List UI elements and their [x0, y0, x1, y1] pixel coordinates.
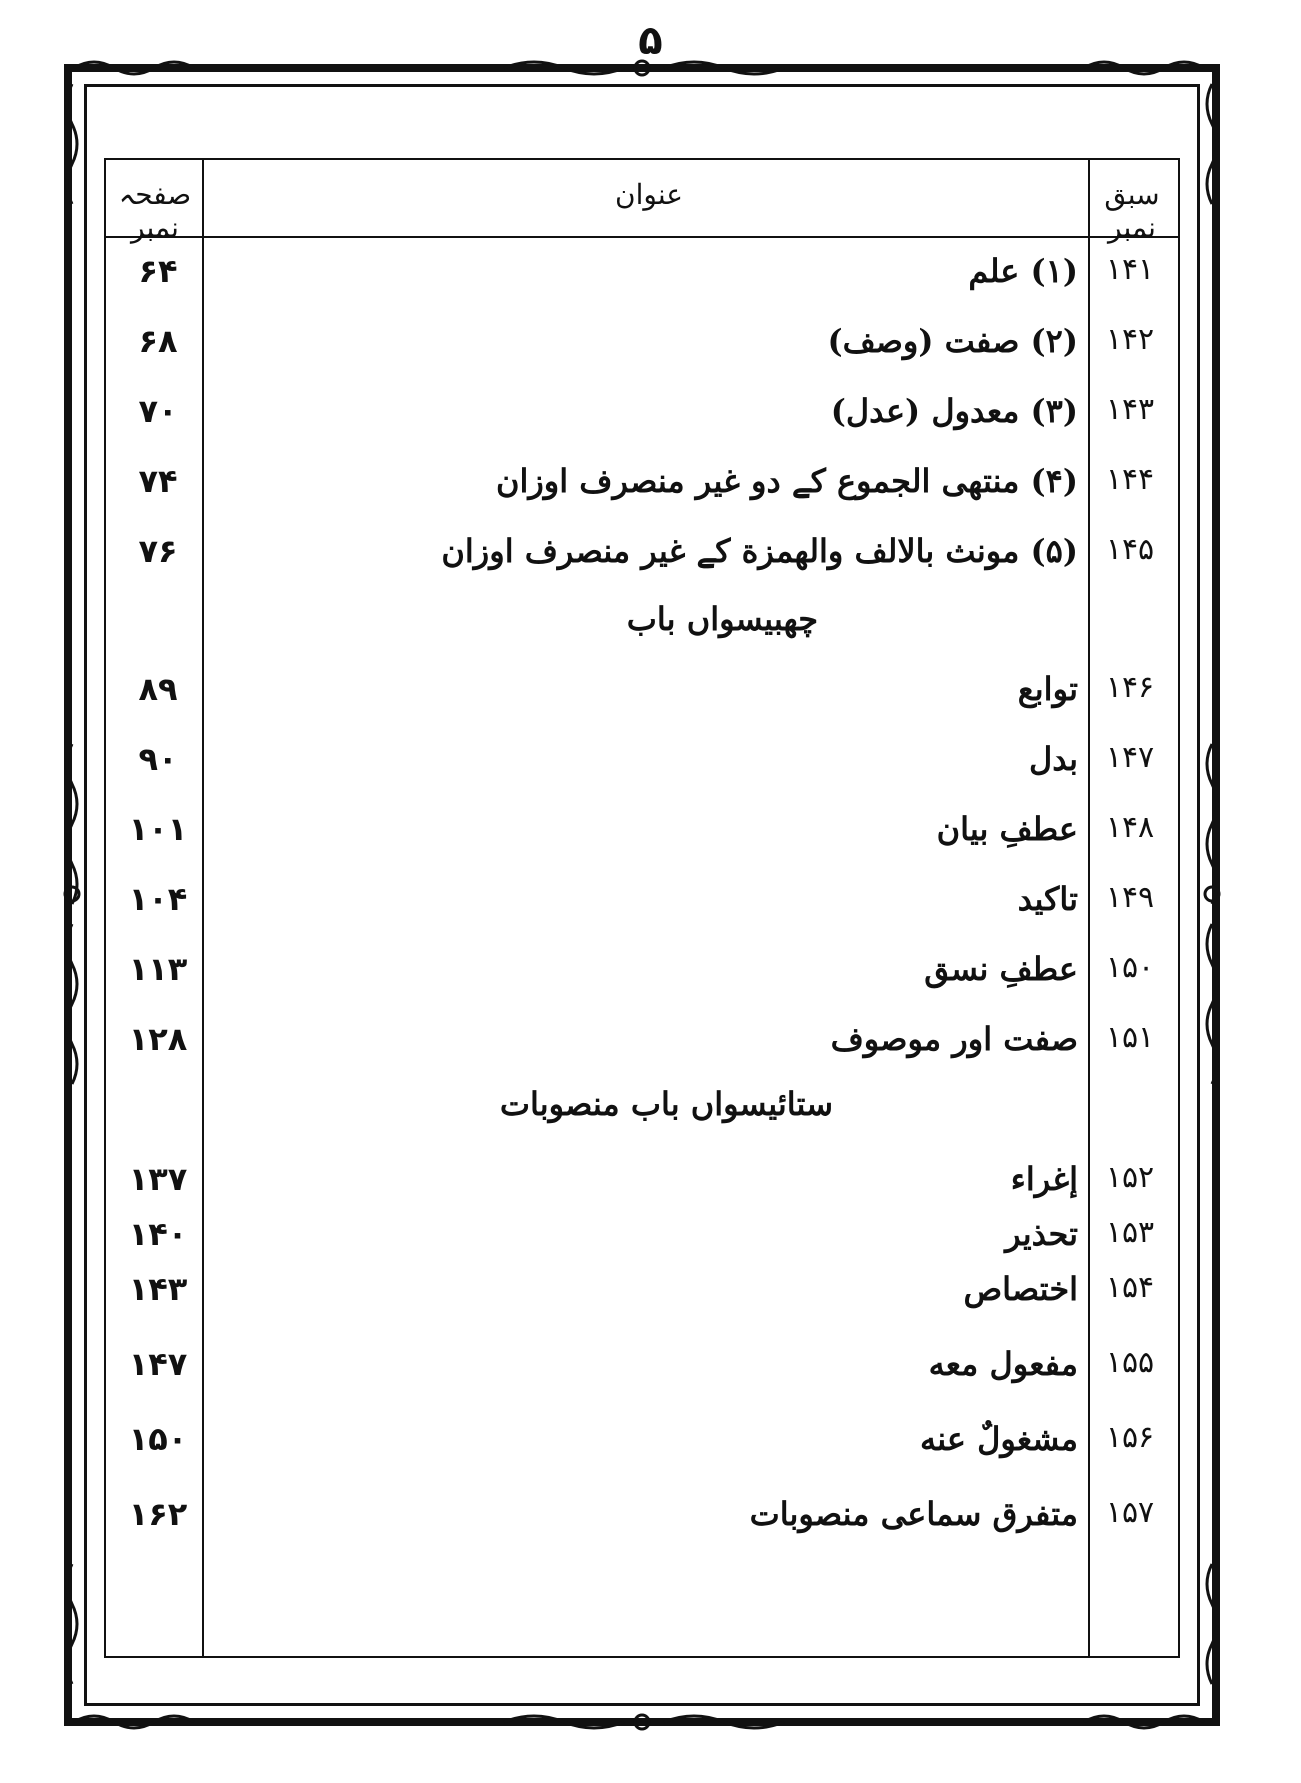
table-row	[106, 1270, 1178, 1330]
lesson-title: (۵) مونث بالالف والهمزة کے غیر منصرف اوزان	[441, 532, 1078, 570]
page-ref: ۱۳۷	[128, 1160, 188, 1198]
lesson-title: عطفِ بیان	[936, 810, 1078, 848]
table-row	[106, 810, 1178, 870]
table-row	[106, 670, 1178, 730]
lesson-number: ۱۵۴	[1105, 1270, 1155, 1305]
table-row	[106, 740, 1178, 800]
lesson-title: (۱) علم	[968, 252, 1078, 290]
page-ref: ۱۰۴	[128, 880, 188, 918]
header-page-no: صفحہ نمبر	[118, 178, 192, 244]
page-ref: ۸۹	[138, 670, 178, 708]
lesson-number: ۱۵۶	[1105, 1420, 1155, 1455]
lesson-title: عطفِ نسق	[924, 950, 1078, 988]
lesson-title: إغراء	[1010, 1160, 1078, 1198]
lesson-title: مفعول معه	[928, 1345, 1078, 1383]
lesson-title: مشغولٌ عنه	[920, 1420, 1078, 1458]
lesson-title: (۳) معدول (عدل)	[830, 392, 1078, 430]
table-row	[106, 880, 1178, 940]
page-ref: ۷۶	[138, 532, 178, 570]
table-row	[106, 1345, 1178, 1405]
lesson-number: ۱۵۲	[1105, 1160, 1155, 1195]
lesson-number: ۱۵۵	[1105, 1345, 1155, 1380]
lesson-number: ۱۴۳	[1105, 392, 1155, 427]
lesson-number: ۱۴۹	[1105, 880, 1155, 915]
lesson-number: ۱۴۵	[1105, 532, 1155, 567]
header-lesson-no: سبق نمبر	[1104, 178, 1160, 244]
lesson-number: ۱۴۱	[1105, 252, 1155, 287]
lesson-title: توابع	[1017, 670, 1078, 708]
table-row	[106, 1495, 1178, 1555]
lesson-title: تاکید	[1017, 880, 1078, 918]
ornament-bottom-icon	[64, 1710, 1220, 1734]
chapter-heading: ستائیسواں باب منصوبات	[499, 1085, 833, 1123]
lesson-title: (۴) منتهی الجموع کے دو غیر منصرف اوزان	[495, 462, 1078, 500]
ornament-right-icon	[1200, 64, 1224, 1726]
page-ref: ۱۰۱	[128, 810, 188, 848]
table-row	[106, 322, 1178, 382]
lesson-number: ۱۵۳	[1105, 1215, 1155, 1250]
page-ref: ۱۲۸	[128, 1020, 188, 1058]
lesson-title: متفرق سماعی منصوبات	[749, 1495, 1078, 1533]
table-row	[106, 1420, 1178, 1480]
lesson-title: (۲) صفت (وصف)	[827, 322, 1078, 360]
lesson-number: ۱۴۴	[1105, 462, 1155, 497]
table-row	[106, 392, 1178, 452]
lesson-number: ۱۵۷	[1105, 1495, 1155, 1530]
chapter-heading: چھبیسواں باب	[626, 600, 818, 638]
page-ref: ۷۴	[138, 462, 178, 500]
page-number: ۵	[638, 18, 663, 64]
page-ref: ۶۴	[138, 252, 178, 290]
lesson-number: ۱۴۲	[1105, 322, 1155, 357]
header-divider	[106, 236, 1178, 238]
page-ref: ۹۰	[138, 740, 178, 778]
lesson-number: ۱۴۸	[1105, 810, 1155, 845]
page-ref: ۱۱۳	[128, 950, 188, 988]
page-ref: ۶۸	[138, 322, 178, 360]
page-ref: ۷۰	[138, 392, 178, 430]
page-ref: ۱۴۳	[128, 1270, 188, 1308]
lesson-title: تحذیر	[1005, 1215, 1078, 1253]
lesson-number: ۱۵۱	[1105, 1020, 1155, 1055]
page-ref: ۱۴۰	[128, 1215, 188, 1253]
lesson-number: ۱۴۷	[1105, 740, 1155, 775]
ornament-left-icon	[60, 64, 84, 1726]
header-title: عنوان	[615, 178, 683, 211]
table-of-contents	[104, 158, 1180, 1658]
page-ref: ۱۴۷	[128, 1345, 188, 1383]
lesson-title: اختصاص	[963, 1270, 1078, 1308]
lesson-number: ۱۴۶	[1105, 670, 1155, 705]
table-row	[106, 532, 1178, 592]
ornament-top-icon	[64, 56, 1220, 80]
table-row	[106, 462, 1178, 522]
table-row	[106, 252, 1178, 312]
page-ref: ۱۵۰	[128, 1420, 188, 1458]
lesson-number: ۱۵۰	[1105, 950, 1155, 985]
table-row	[106, 1215, 1178, 1275]
table-row	[106, 1020, 1178, 1080]
lesson-title: بدل	[1029, 740, 1078, 778]
lesson-title: صفت اور موصوف	[830, 1020, 1078, 1058]
page-ref: ۱۶۲	[128, 1495, 188, 1533]
table-row	[106, 1160, 1178, 1220]
table-row	[106, 950, 1178, 1010]
